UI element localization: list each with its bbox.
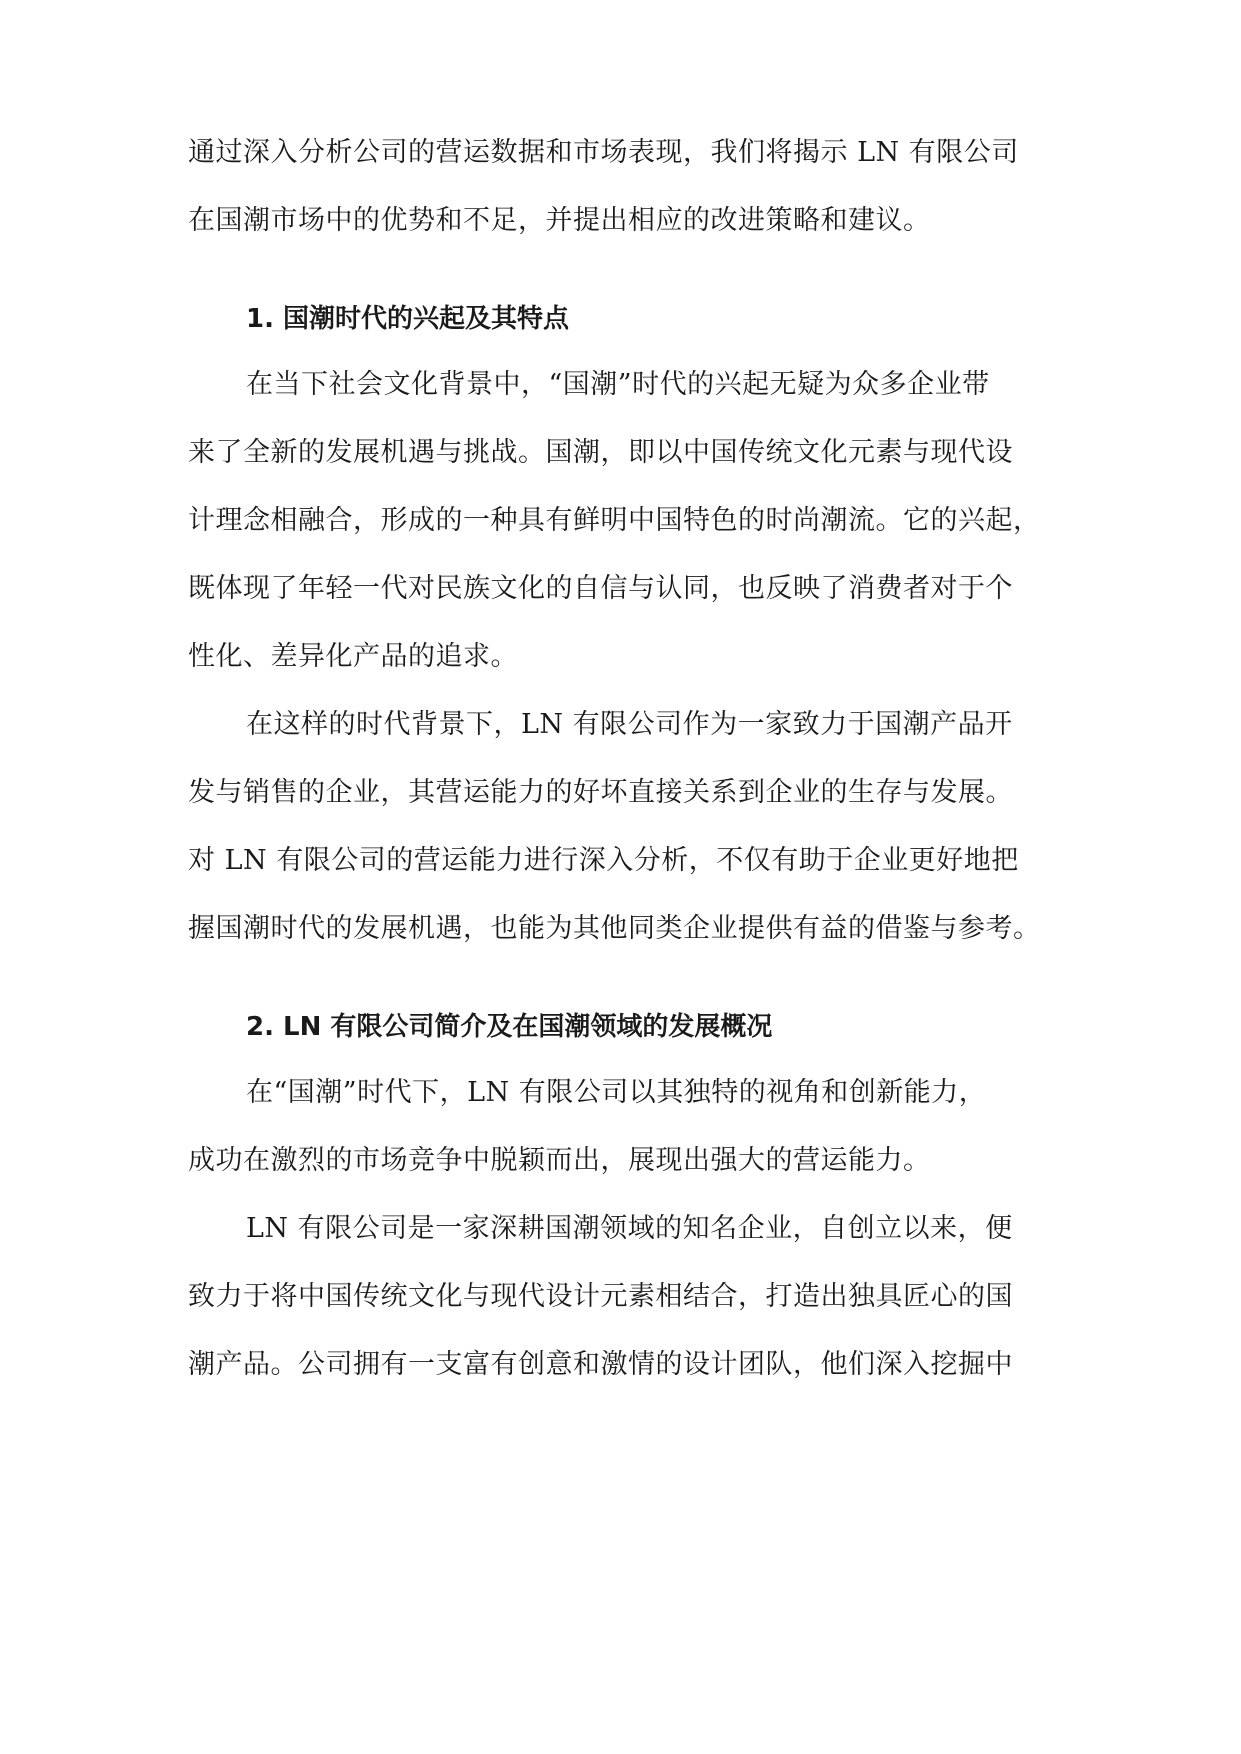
section-2-heading: 2. LN 有限公司简介及在国潮领域的发展概况 xyxy=(246,1012,773,1042)
section-1-heading: 1. 国潮时代的兴起及其特点 xyxy=(246,304,570,334)
section-2-para-1-line-1: 在“国潮”时代下，LN 有限公司以其独特的视角和创新能力， xyxy=(246,1077,987,1108)
section-1-para-1-line-1: 在当下社会文化背景中，“国潮”时代的兴起无疑为众多企业带 xyxy=(246,369,990,400)
section-1-para-2-line-3: 对 LN 有限公司的营运能力进行深入分析，不仅有助于企业更好地把 xyxy=(188,845,1019,876)
section-1-para-1-line-5: 性化、差异化产品的追求。 xyxy=(188,641,518,672)
section-1-para-1-line-4: 既体现了年轻一代对民族文化的自信与认同，也反映了消费者对于个 xyxy=(188,573,1013,604)
section-1-para-1-line-2: 来了全新的发展机遇与挑战。国潮，即以中国传统文化元素与现代设 xyxy=(188,437,1013,468)
section-2-para-2-line-2: 致力于将中国传统文化与现代设计元素相结合，打造出独具匠心的国 xyxy=(188,1281,1013,1312)
intro-line-2: 在国潮市场中的优势和不足，并提出相应的改进策略和建议。 xyxy=(188,205,931,236)
section-2-para-2-line-3: 潮产品。公司拥有一支富有创意和激情的设计团队，他们深入挖掘中 xyxy=(188,1349,1013,1380)
section-1-para-2-line-1: 在这样的时代背景下，LN 有限公司作为一家致力于国潮产品开 xyxy=(246,709,1013,740)
intro-line-1: 通过深入分析公司的营运数据和市场表现，我们将揭示 LN 有限公司 xyxy=(188,137,1019,168)
section-2-para-1-line-2: 成功在激烈的市场竞争中脱颖而出，展现出强大的营运能力。 xyxy=(188,1145,931,1176)
section-1-para-2-line-4: 握国潮时代的发展机遇，也能为其他同类企业提供有益的借鉴与参考。 xyxy=(188,913,1041,944)
section-1-para-2-line-2: 发与销售的企业，其营运能力的好坏直接关系到企业的生存与发展。 xyxy=(188,777,1013,808)
section-1-para-1-line-3: 计理念相融合，形成的一种具有鲜明中国特色的时尚潮流。它的兴起， xyxy=(188,505,1041,536)
section-2-para-2-line-1: LN 有限公司是一家深耕国潮领域的知名企业，自创立以来，便 xyxy=(246,1213,1013,1244)
